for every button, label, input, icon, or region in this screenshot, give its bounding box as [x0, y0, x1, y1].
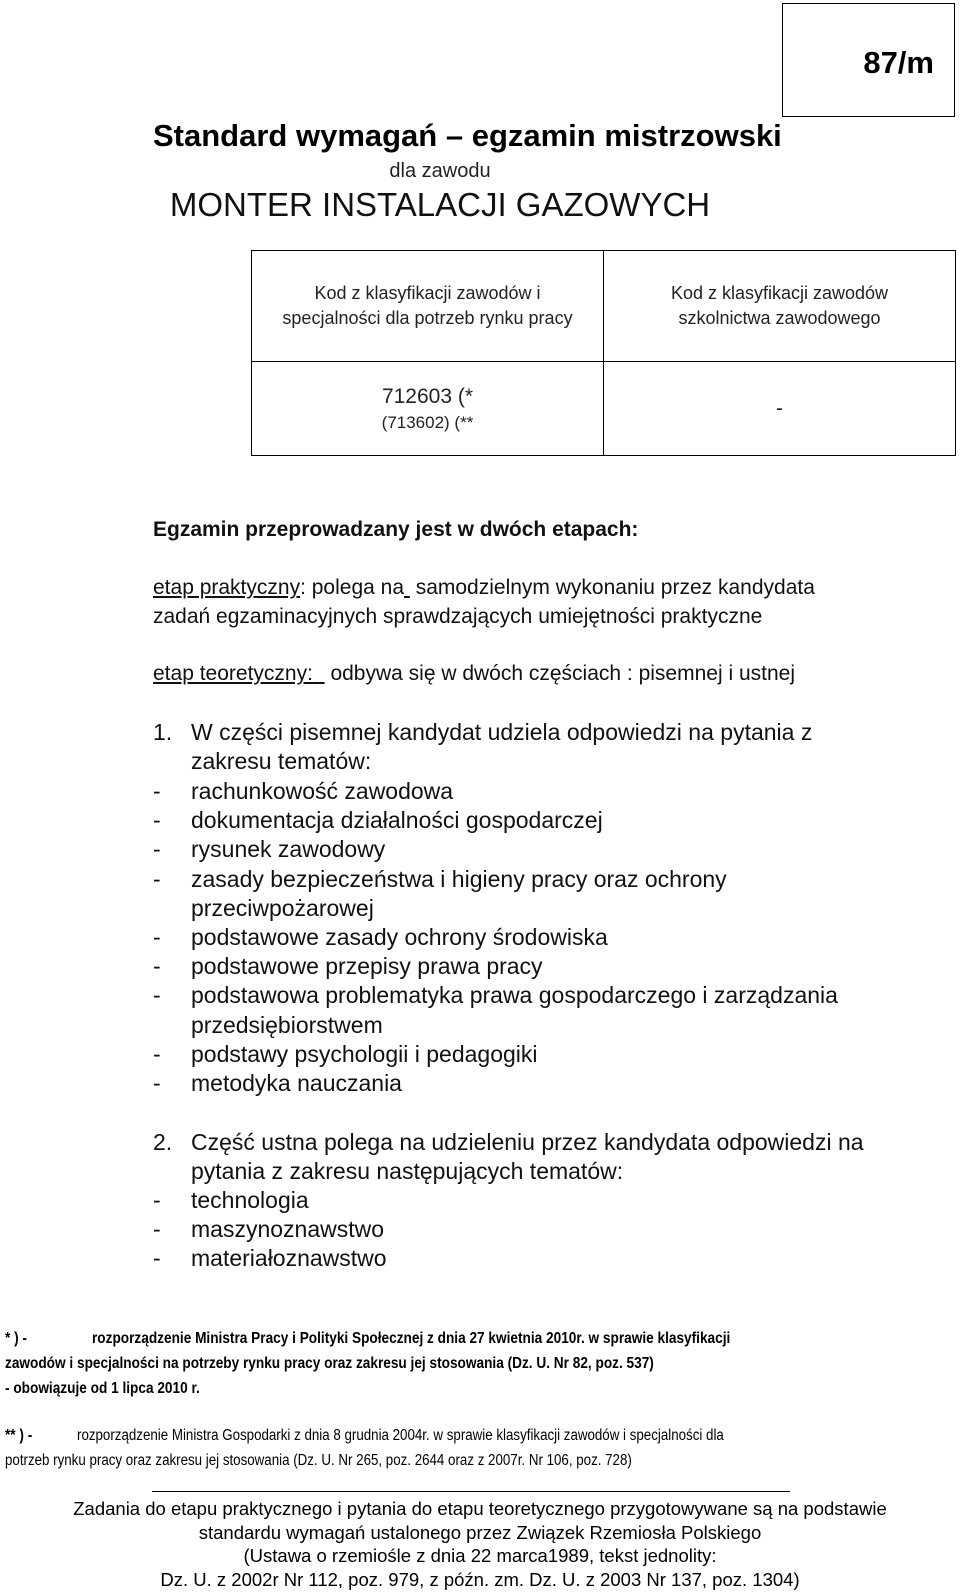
codes-value-labor-market: 712603 (* (713602) (** — [252, 362, 604, 456]
footnote-2-line2: potrzeb rynku pracy oraz zakresu jej stosowania (Dz. U. Nr 265, poz. 2644 oraz z 2007r. Nr 106, poz. 728) — [5, 1452, 632, 1469]
theoretical-stage: etap teoretyczny: odbywa się w dwóch częściach : pisemnej i ustnej — [153, 662, 795, 685]
list-item: - maszynoznawstwo — [153, 1216, 385, 1243]
document-code: 87/m — [863, 45, 934, 80]
practical-stage-line1: etap praktyczny: polega na samodzielnym wykonaniu przez kandydata — [153, 576, 815, 599]
footnote-1-marker: * ) - — [5, 1330, 27, 1347]
written-part-intro-line1: W części pisemnej kandydat udziela odpowiedzi na pytania z — [191, 719, 813, 745]
document-code-box — [782, 3, 955, 117]
list-item: - dokumentacja działalności gospodarczej — [153, 807, 603, 834]
written-part-intro-line2: zakresu tematów: — [191, 748, 372, 775]
footnote-1-line1: rozporządzenie Ministra Pracy i Polityki Społecznej z dnia 27 kwietnia 2010r. w sprawie klasyfikacji — [92, 1330, 731, 1347]
oral-topics-list — [153, 1186, 943, 1274]
page-subtitle: dla zawodu — [389, 160, 491, 182]
codes-table — [251, 250, 956, 456]
footnote-1-line3: - obowiązuje od 1 lipca 2010 r. — [5, 1380, 200, 1397]
codes-header-labor-market: Kod z klasyfikacji zawodów i specjalności dla potrzeb rynku pracy — [252, 251, 604, 362]
list-item: - rachunkowość zawodowa — [153, 778, 454, 804]
list-item: - technologia — [153, 1187, 309, 1213]
footnote-1-line2: zawodów i specjalności na potrzeby rynku pracy oraz zakresu jej stosowania (Dz. U. Nr 82, poz. 537) — [5, 1355, 654, 1372]
codes-header-school: Kod z klasyfikacji zawodów szkolnictwa zawodowego — [604, 251, 956, 362]
legal-basis-note: Zadania do etapu praktycznego i pytania do etapu teoretycznego przygotowywane są na podstawie standardu wymagań ustalonego przez Związek Rzemiosła Polskiego (Ustawa o rzemiośle z dnia 22 marca1989, tekst jednolity: Dz. U. z 2002r Nr 112, poz. 979, z późn. zm. Dz. U. z 2003 Nr 137, poz. 1304) — [73, 1498, 887, 1590]
list-item: - podstawowe zasady ochrony środowiska — [153, 924, 608, 951]
list-item: - metodyka nauczania — [153, 1070, 402, 1097]
theoretical-stage-label: etap teoretyczny: — [153, 662, 313, 685]
list-item: - materiałoznawstwo — [153, 1245, 387, 1272]
exam-heading: Egzamin przeprowadzany jest w dwóch etapach: — [153, 518, 639, 541]
list-item: - podstawowa problematyka prawa gospodarczego i zarządzania przedsiębiorstwem — [153, 982, 838, 1038]
footnote-2-line1: rozporządzenie Ministra Gospodarki z dnia 8 grudnia 2004r. w sprawie klasyfikacji zawodów i specjalności dla — [77, 1427, 724, 1444]
practical-stage-line2: zadań egzaminacyjnych sprawdzających umiejętności praktyczne — [153, 605, 763, 628]
oral-part-intro-line2: pytania z zakresu następujących tematów: — [191, 1158, 624, 1185]
oral-part-number: 2. — [153, 1129, 173, 1155]
list-item: - rysunek zawodowy — [153, 836, 386, 863]
footnote-2-marker: ** ) - — [5, 1427, 33, 1444]
footer-divider — [152, 1491, 790, 1492]
written-part-number: 1. — [153, 719, 173, 745]
list-item: - zasady bezpieczeństwa i higieny pracy oraz ochrony przeciwpożarowej — [153, 865, 727, 921]
written-part — [153, 718, 943, 776]
list-item: - podstawy psychologii i pedagogiki — [153, 1040, 538, 1067]
oral-part-intro-line1: Część ustna polega na udzieleniu przez kandydata odpowiedzi na — [191, 1129, 864, 1155]
written-topics-list — [153, 777, 943, 1098]
list-item: - podstawowe przepisy prawa pracy — [153, 953, 543, 980]
page-title: Standard wymagań – egzamin mistrzowski — [153, 118, 782, 153]
practical-stage-label: etap praktyczny — [153, 576, 301, 599]
codes-value-school: - — [604, 362, 956, 456]
oral-part — [153, 1128, 953, 1186]
profession-name: MONTER INSTALACJI GAZOWYCH — [169, 186, 711, 223]
